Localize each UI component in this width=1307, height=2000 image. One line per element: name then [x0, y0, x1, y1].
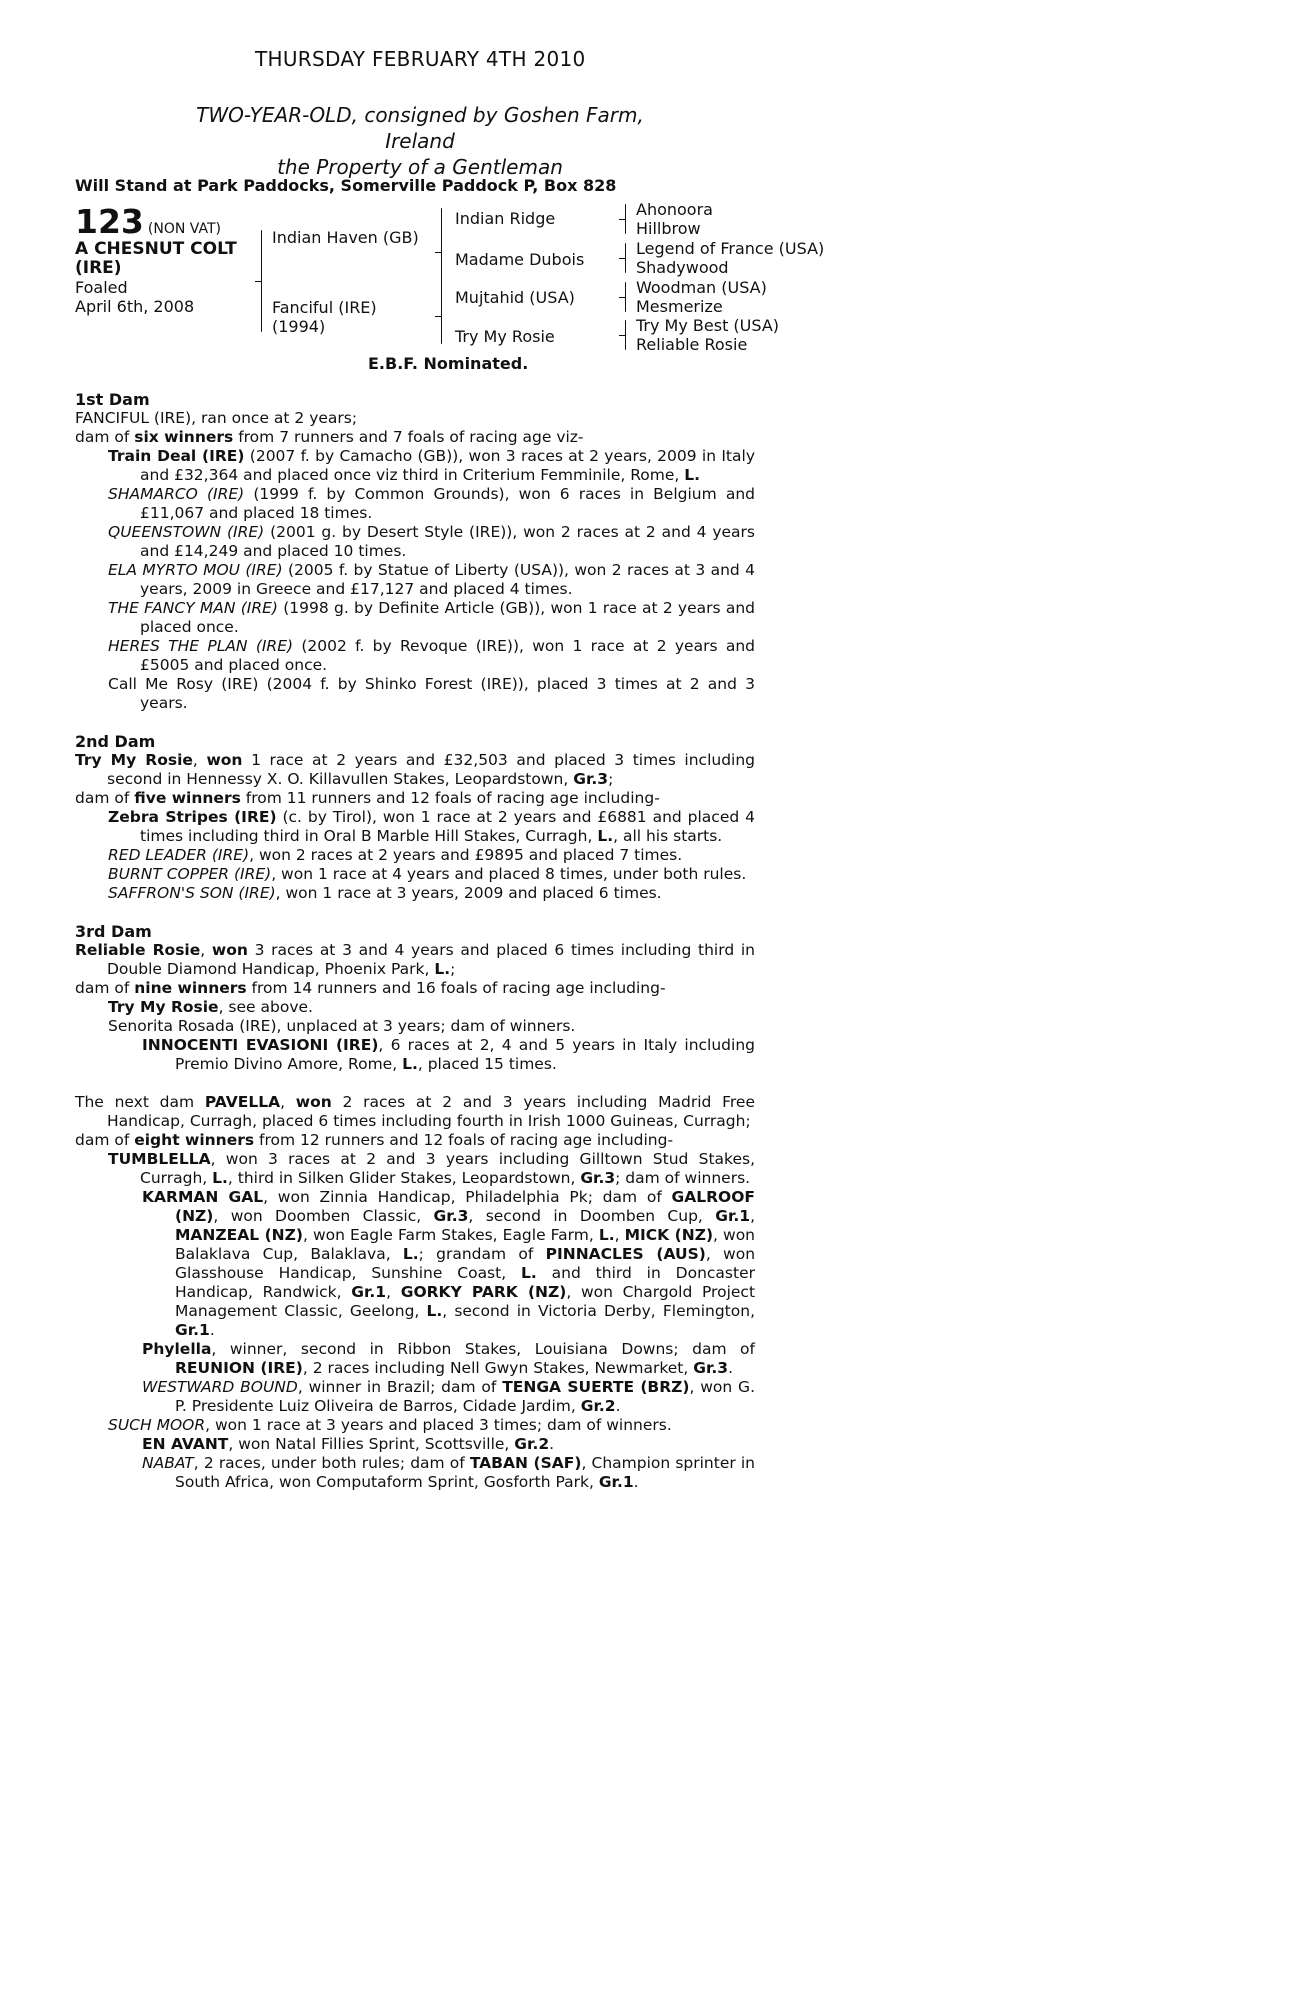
produce-entry: KARMAN GAL, won Zinnia Handicap, Philadelphia Pk; dam of GALROOF (NZ), won Doomben Classic, Gr.3, second in Doomben Cup, Gr.1, MANZEAL (NZ), won Eagle Farm Stakes, Eagle Farm, L., MICK (NZ), won Balaklava Cup, Balaklava, L.; grandam of PINNACLES (AUS), won Glasshouse Handicap, Sunshine Coast, L. and third in Doncaster Handicap, Randwick, Gr.1, GORKY PARK (NZ), won Chargold Project Management Classic, Geelong, L., second in Victoria Derby, Flemington, Gr.1. [142, 1188, 756, 1339]
pedigree-great-grandparent: Woodman (USA) [636, 278, 767, 297]
vat-status: (NON VAT) [147, 221, 221, 237]
next-dam-record: The next dam PAVELLA, won 2 races at 2 and 3 years including Madrid Free Handicap, Curragh, placed 6 times including fourth in Irish 1000 Guineas, Curragh; [75, 1093, 755, 1130]
produce-entry: Call Me Rosy (IRE) (2004 f. by Shinko Forest (IRE)), placed 3 times at 2 and 3 years. [108, 675, 755, 712]
sale-date: THURSDAY FEBRUARY 4TH 2010 [255, 47, 586, 71]
pedigree-great-grandparent: Reliable Rosie [636, 335, 748, 354]
stand-location: Will Stand at Park Paddocks, Somerville Paddock P, Box 828 [75, 176, 617, 195]
produce-entry: SUCH MOOR, won 1 race at 3 years and placed 3 times; dam of winners. [108, 1416, 672, 1434]
pedigree-brace-main [261, 230, 262, 332]
pedigree-grandparent: Try My Rosie [455, 327, 555, 346]
foaled-date: April 6th, 2008 [75, 297, 195, 316]
next-dam-produce-summary: dam of eight winners from 12 runners and 12 foals of racing age including- [75, 1131, 674, 1149]
pedigree-great-grandparent: Hillbrow [636, 219, 701, 238]
pedigree-brace-gg2 [625, 243, 626, 273]
produce-entry: WESTWARD BOUND, winner in Brazil; dam of TENGA SUERTE (BRZ), won G. P. Presidente Luiz Oliveira de Barros, Cidade Jardim, Gr.2. [142, 1378, 755, 1415]
pedigree-brace-sire [441, 208, 442, 296]
pedigree-brace-gg3 [625, 282, 626, 312]
first-dam-heading: 1st Dam [75, 390, 150, 409]
lot-description-2: (IRE) [75, 258, 122, 278]
third-dam-produce-summary: dam of nine winners from 14 runners and 16 foals of racing age including- [75, 979, 666, 997]
second-dam-heading: 2nd Dam [75, 732, 156, 751]
lot-description-1: A CHESNUT COLT [75, 239, 237, 259]
lot-block [75, 204, 265, 316]
lot-number: 123 [75, 202, 144, 241]
first-dam-record: FANCIFUL (IRE), ran once at 2 years; [75, 409, 358, 427]
produce-entry: TUMBLELLA, won 3 races at 2 and 3 years including Gilltown Stud Stakes, Curragh, L., third in Silken Glider Stakes, Leopardstown, Gr.3; dam of winners. [108, 1150, 755, 1187]
pedigree-brace-gg4 [625, 320, 626, 350]
pedigree-brace-dam [441, 288, 442, 344]
produce-entry: ELA MYRTO MOU (IRE) (2005 f. by Statue of Liberty (USA)), won 2 races at 3 and 4 years, 2009 in Greece and £17,127 and placed 4 times. [108, 561, 755, 598]
produce-entry: Zebra Stripes (IRE) (c. by Tirol), won 1 race at 2 years and £6881 and placed 4 times including third in Oral B Marble Hill Stakes, Curragh, L., all his starts. [108, 808, 755, 845]
pedigree-great-grandparent: Try My Best (USA) [636, 316, 780, 335]
produce-entry: THE FANCY MAN (IRE) (1998 g. by Definite Article (GB)), won 1 race at 2 years and placed once. [108, 599, 756, 636]
first-dam-produce-summary: dam of six winners from 7 runners and 7 foals of racing age viz- [75, 428, 584, 446]
second-dam-produce-summary: dam of five winners from 11 runners and 12 foals of racing age including- [75, 789, 660, 807]
produce-entry: EN AVANT, won Natal Fillies Sprint, Scottsville, Gr.2. [142, 1435, 555, 1453]
pedigree-brace-gg1 [625, 204, 626, 234]
second-dam-record: Try My Rosie, won 1 race at 2 years and £32,503 and placed 3 times including second in Hennessy X. O. Killavullen Stakes, Leopardstown, Gr.3; [75, 751, 756, 788]
pedigree-grandparent: Mujtahid (USA) [455, 288, 575, 307]
produce-entry: NABAT, 2 races, under both rules; dam of TABAN (SAF), Champion sprinter in South Africa, won Computaform Sprint, Gosforth Park, Gr.1. [142, 1454, 755, 1491]
ebf-nomination: E.B.F. Nominated. [368, 354, 529, 373]
produce-entry: Phylella, winner, second in Ribbon Stakes, Louisiana Downs; dam of REUNION (IRE), 2 races including Nell Gwyn Stakes, Newmarket, Gr.3. [142, 1340, 755, 1377]
catalogue-body [75, 390, 755, 1492]
produce-entry: SHAMARCO (IRE) (1999 f. by Common Grounds), won 6 races in Belgium and £11,067 and placed 18 times. [108, 485, 755, 522]
pedigree-dam-1: Fanciful (IRE) [272, 298, 377, 317]
pedigree-great-grandparent: Ahonoora [636, 200, 713, 219]
produce-entry: Try My Rosie, see above. [108, 998, 313, 1016]
pedigree-great-grandparent: Shadywood [636, 258, 729, 277]
pedigree-grandparent: Madame Dubois [455, 250, 585, 269]
pedigree-dam-2: (1994) [272, 317, 326, 336]
produce-entry: INNOCENTI EVASIONI (IRE), 6 races at 2, 4 and 5 years in Italy including Premio Divino Amore, Rome, L., placed 15 times. [142, 1036, 755, 1073]
produce-entry: Senorita Rosada (IRE), unplaced at 3 years; dam of winners. [108, 1017, 576, 1035]
produce-entry: QUEENSTOWN (IRE) (2001 g. by Desert Style (IRE)), won 2 races at 2 and 4 years and £14,249 and placed 10 times. [108, 523, 755, 560]
pedigree-great-grandparent: Legend of France (USA) [636, 239, 825, 258]
pedigree-grandparent: Indian Ridge [455, 209, 556, 228]
produce-entry: HERES THE PLAN (IRE) (2002 f. by Revoque (IRE)), won 1 race at 2 years and £5005 and placed once. [108, 637, 755, 674]
pedigree-great-grandparent: Mesmerize [636, 297, 723, 316]
pedigree-sire: Indian Haven (GB) [272, 228, 419, 247]
third-dam-record: Reliable Rosie, won 3 races at 3 and 4 years and placed 6 times including third in Double Diamond Handicap, Phoenix Park, L.; [75, 941, 755, 978]
subtitle-line-2: the Property of a Gentleman [277, 155, 563, 179]
third-dam-heading: 3rd Dam [75, 922, 152, 941]
produce-entry: SAFFRON'S SON (IRE), won 1 race at 3 years, 2009 and placed 6 times. [108, 884, 662, 902]
consignment-subtitle [170, 102, 670, 180]
foaled-label: Foaled [75, 278, 128, 297]
subtitle-line-1: TWO-YEAR-OLD, consigned by Goshen Farm, Ireland [196, 103, 644, 153]
produce-entry: Train Deal (IRE) (2007 f. by Camacho (GB)), won 3 races at 2 years, 2009 in Italy and £32,364 and placed once viz third in Criterium Femminile, Rome, L. [108, 447, 755, 484]
produce-entry: BURNT COPPER (IRE), won 1 race at 4 years and placed 8 times, under both rules. [108, 865, 747, 883]
produce-entry: RED LEADER (IRE), won 2 races at 2 years and £9895 and placed 7 times. [108, 846, 683, 864]
